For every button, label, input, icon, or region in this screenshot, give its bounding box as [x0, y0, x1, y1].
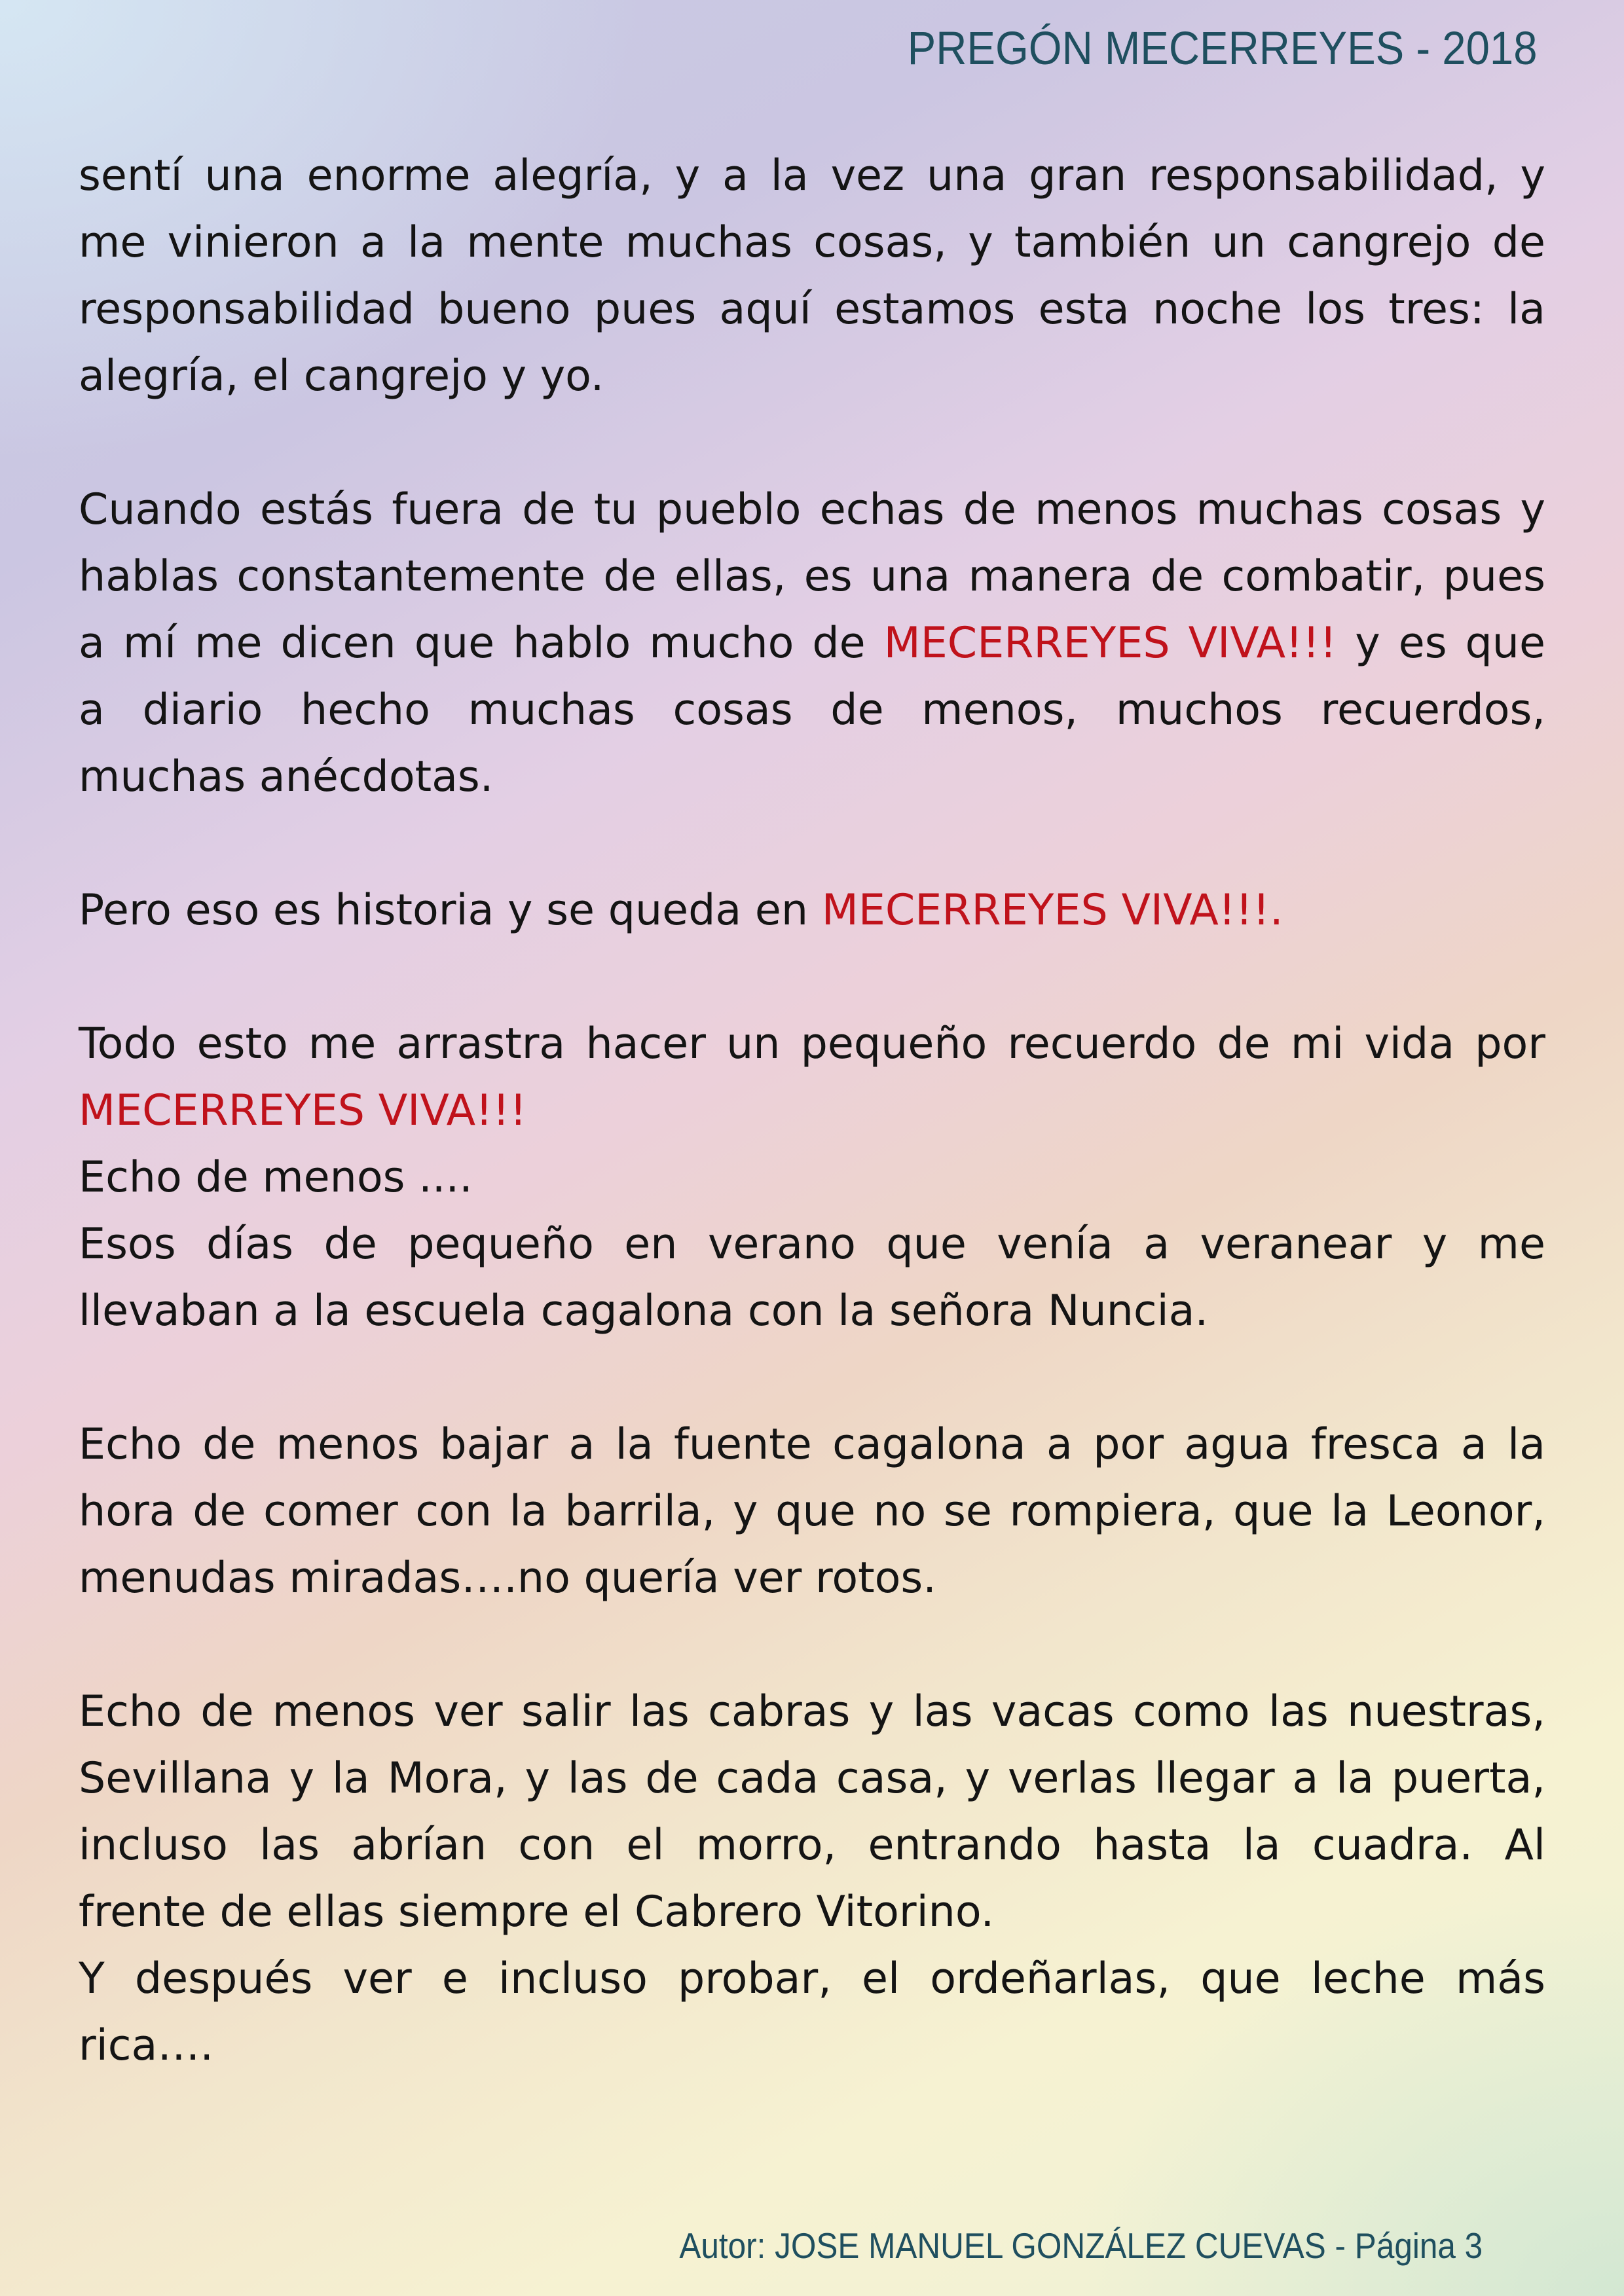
text-line: a diario hecho muchas cosas de menos, muchos recuerdos,: [79, 685, 1545, 735]
text-fragment: Pero eso es historia y se queda en: [79, 886, 822, 935]
text-line: rica….: [79, 2021, 214, 2070]
text-line: Esos días de pequeño en verano que venía a veranear y me: [79, 1220, 1545, 1269]
text-line: Echo de menos bajar a la fuente cagalona a por agua fresca a la: [79, 1420, 1545, 1469]
text-line-with-highlight: [79, 610, 1545, 677]
text-fragment: y es que: [1337, 619, 1545, 668]
text-line: incluso las abrían con el morro, entrando hasta la cuadra. Al: [79, 1821, 1545, 1870]
text-line: muchas anécdotas.: [79, 752, 494, 801]
text-line: menudas miradas….no quería ver rotos.: [79, 1554, 936, 1603]
highlight-mecerreyes-viva: MECERREYES VIVA!!!.: [821, 886, 1283, 935]
text-line: sentí una enorme alegría, y a la vez una gran responsabilidad, y: [79, 151, 1545, 200]
paragraph-1: [79, 143, 1545, 410]
text-line: responsabilidad bueno pues aquí estamos esta noche los tres: la: [79, 285, 1545, 334]
text-line: alegría, el cangrejo y yo.: [79, 352, 604, 401]
highlight-mecerreyes-viva: MECERREYES VIVA!!!: [79, 1086, 527, 1135]
text-line: me vinieron a la mente muchas cosas, y también un cangrejo de: [79, 218, 1545, 267]
document-body: [79, 143, 1545, 2079]
text-line: hora de comer con la barrila, y que no se rompiera, que la Leonor,: [79, 1487, 1545, 1536]
paragraph-2: [79, 477, 1545, 811]
text-line: Sevillana y la Mora, y las de cada casa, y verlas llegar a la puerta,: [79, 1754, 1545, 1803]
text-line: llevaban a la escuela cagalona con la señora Nuncia.: [79, 1286, 1209, 1336]
page-footer-author: Autor: JOSE MANUEL GONZÁLEZ CUEVAS - Página 3: [679, 2225, 1483, 2266]
text-fragment: a mí me dicen que hablo mucho de: [79, 619, 884, 668]
page-header-title: PREGÓN MECERREYES - 2018: [908, 23, 1538, 75]
text-line: Y después ver e incluso probar, el ordeñarlas, que leche más: [79, 1954, 1545, 2003]
paragraph-4: [79, 1011, 1545, 1345]
text-line: Echo de menos ver salir las cabras y las vacas como las nuestras,: [79, 1687, 1545, 1736]
text-line: Cuando estás fuera de tu pueblo echas de menos muchas cosas y: [79, 485, 1545, 534]
text-line: Echo de menos ....: [79, 1153, 473, 1202]
text-line-with-highlight: [79, 877, 1545, 944]
text-line: Todo esto me arrastra hacer un pequeño recuerdo de mi vida por: [79, 1019, 1545, 1068]
highlight-mecerreyes-viva: MECERREYES VIVA!!!: [883, 619, 1337, 668]
text-line: hablas constantemente de ellas, es una manera de combatir, pues: [79, 552, 1545, 601]
paragraph-5: [79, 1412, 1545, 1612]
paragraph-3: [79, 877, 1545, 944]
paragraph-6: [79, 1679, 1545, 2079]
text-line: frente de ellas siempre el Cabrero Vitorino.: [79, 1887, 995, 1937]
